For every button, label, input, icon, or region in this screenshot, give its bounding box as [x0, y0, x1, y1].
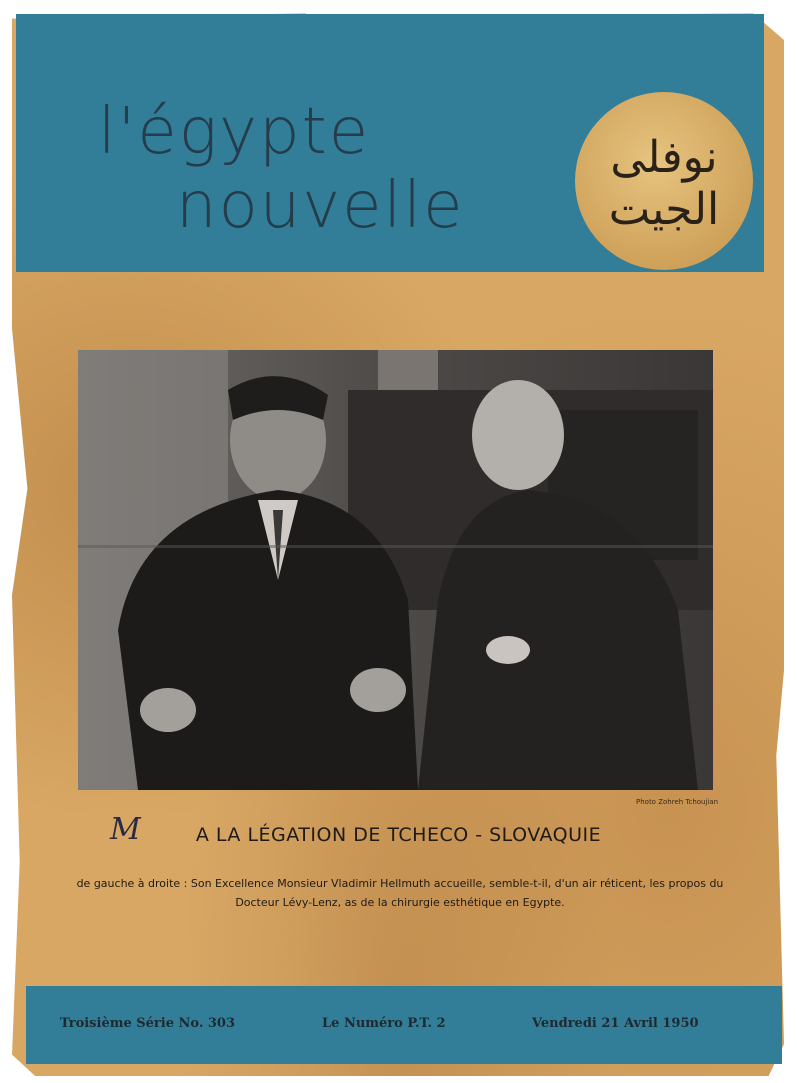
magazine-title-line-1: l'égypte — [98, 95, 371, 169]
magazine-title-line-2: nouvelle — [176, 169, 465, 243]
handwritten-mark: M — [110, 812, 141, 847]
masthead-band — [16, 14, 764, 272]
arabic-title-emblem — [575, 92, 753, 270]
arabic-title-text: نوفلى الجيت — [608, 132, 720, 235]
issue-series: Troisième Série No. 303 — [60, 1016, 236, 1031]
issue-date: Vendredi 21 Avril 1950 — [532, 1016, 699, 1031]
cover-photograph — [78, 350, 713, 790]
photograph-illustration — [78, 350, 713, 790]
caption-title: A LA LÉGATION DE TCHECO - SLOVAQUIE — [195, 824, 602, 846]
photo-credit: Photo Zohreh Tchoujian — [636, 798, 719, 806]
footer-band — [26, 986, 782, 1064]
caption-body: de gauche à droite : Son Excellence Monsieur Vladimir Hellmuth accueille, semble-t-il, d'un air réticent, les propos du Docteur Lévy-Lenz, as de la chirurgie esthétique en Egypte. — [76, 877, 724, 909]
issue-price: Le Numéro P.T. 2 — [322, 1016, 446, 1031]
